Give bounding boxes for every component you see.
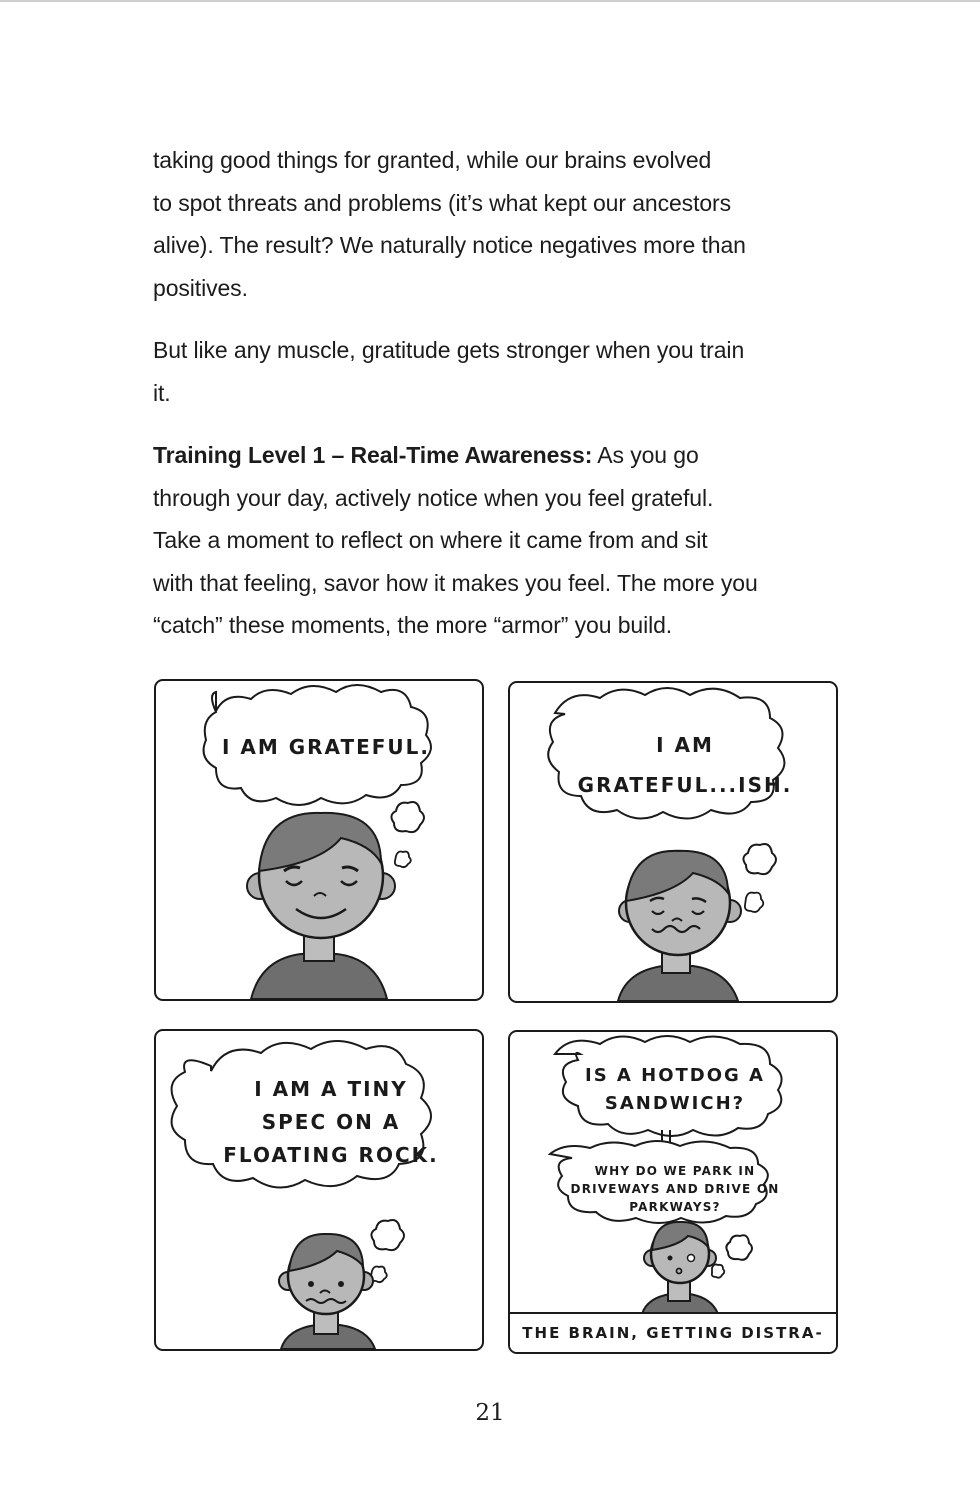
small-thought-puff-icon bbox=[743, 844, 776, 874]
small-thought-puff-icon bbox=[391, 802, 424, 832]
paragraph-3 bbox=[153, 434, 843, 647]
thought-text: I AM A TINY SPEC ON A FLOATING ROCK. bbox=[223, 1077, 439, 1167]
text-line bbox=[153, 434, 843, 477]
text-line: through your day, actively notice when you feel grateful. bbox=[153, 484, 714, 511]
panel-caption: THE BRAIN, GETTING DISTRA- bbox=[510, 1312, 836, 1352]
character-figure-icon bbox=[279, 1234, 375, 1349]
character-figure-icon bbox=[247, 813, 395, 999]
text-span: As you go bbox=[592, 442, 699, 468]
secondary-thought-text: WHY DO WE PARK IN DRIVEWAYS AND DRIVE ON PARKWAYS? bbox=[570, 1164, 780, 1214]
small-thought-puff-icon bbox=[371, 1220, 404, 1250]
character-figure-icon bbox=[618, 851, 741, 1001]
paragraph-1 bbox=[153, 139, 843, 309]
text-line: taking good things for granted, while our brains evolved bbox=[153, 147, 712, 173]
paragraph-2 bbox=[153, 329, 843, 414]
thought-text: I AM GRATEFUL. bbox=[221, 735, 431, 759]
character-figure-icon bbox=[642, 1222, 718, 1314]
panel-1-illustration bbox=[156, 681, 482, 999]
page-top-edge bbox=[0, 0, 980, 2]
text-line: alive). The result? We naturally notice negatives more than bbox=[153, 232, 746, 258]
comic-panel-4 bbox=[508, 1030, 838, 1354]
text-line: “catch” these moments, the more “armor” you build. bbox=[153, 612, 673, 638]
tiny-thought-puff-icon bbox=[395, 852, 411, 868]
text-line: to spot threats and problems (it’s what kept our ancestors bbox=[153, 189, 732, 216]
tiny-thought-puff-icon bbox=[712, 1264, 724, 1277]
text-line: positives. bbox=[153, 274, 248, 301]
small-thought-puff-icon bbox=[726, 1235, 752, 1260]
comic-panel-3 bbox=[154, 1029, 484, 1351]
text-line: with that feeling, savor how it makes you feel. The more you bbox=[153, 569, 758, 596]
comic-panel-1 bbox=[154, 679, 484, 1001]
text-line: Take a moment to reflect on where it came from and sit bbox=[153, 527, 708, 553]
thought-text: IS A HOTDOG A SANDWICH? bbox=[585, 1065, 765, 1114]
training-level-heading: Training Level 1 – Real-Time Awareness: bbox=[153, 442, 593, 468]
thought-text: I AM GRATEFUL...ISH. bbox=[577, 733, 793, 797]
text-line: it. bbox=[153, 379, 171, 406]
text-line: But like any muscle, gratitude gets stronger when you train bbox=[153, 337, 745, 363]
comic-panel-2 bbox=[508, 681, 838, 1003]
tiny-thought-puff-icon bbox=[745, 893, 763, 912]
page-number: 21 bbox=[475, 1400, 505, 1426]
